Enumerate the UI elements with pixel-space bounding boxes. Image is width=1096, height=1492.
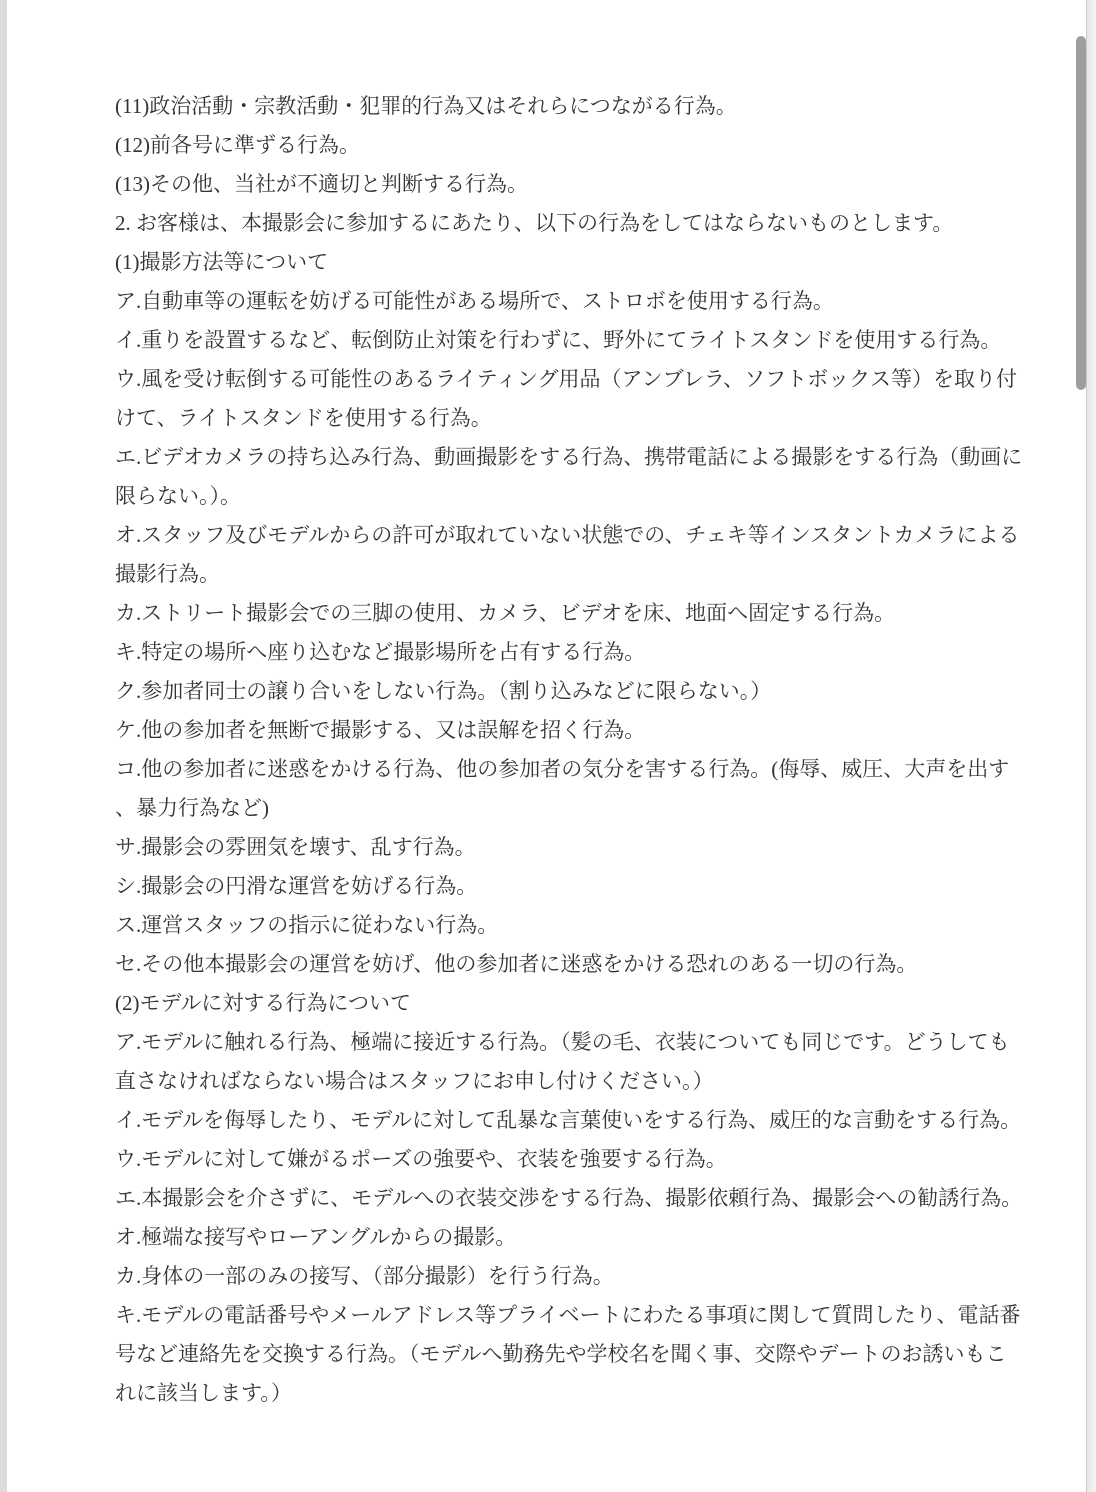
text-line: キ.モデルの電話番号やメールアドレス等プライベートにわたる事項に関して質問したり、電話番 — [115, 1303, 1021, 1327]
text-line: ウ.モデルに対して嫌がるポーズの強要や、衣装を強要する行為。 — [115, 1147, 727, 1171]
text-line: ウ.風を受け転倒する可能性のあるライティング用品（アンブレラ、ソフトボックス等）を取り付 — [115, 367, 1017, 391]
text-line: 撮影行為。 — [115, 562, 220, 586]
text-line: 2. お客様は、本撮影会に参加するにあたり、以下の行為をしてはならないものとします。 — [115, 211, 954, 235]
text-line: オ.スタッフ及びモデルからの許可が取れていない状態での、チェキ等インスタントカメラによる — [115, 523, 1020, 547]
document-page — [7, 0, 1087, 1492]
text-line: ア.自動車等の運転を妨げる可能性がある場所で、ストロボを使用する行為。 — [115, 289, 834, 313]
text-line: 直さなければならない場合はスタッフにお申し付けください。） — [115, 1069, 714, 1093]
text-line: (13)その他、当社が不適切と判断する行為。 — [115, 172, 528, 196]
terms-text-block — [115, 87, 1095, 1413]
text-line: サ.撮影会の雰囲気を壊す、乱す行為。 — [115, 835, 476, 859]
text-line: (1)撮影方法等について — [115, 250, 329, 274]
text-line: セ.その他本撮影会の運営を妨げ、他の参加者に迷惑をかける恐れのある一切の行為。 — [115, 952, 918, 976]
text-line: 限らない。）。 — [115, 484, 241, 508]
text-line: オ.極端な接写やローアングルからの撮影。 — [115, 1225, 517, 1249]
text-line: ケ.他の参加者を無断で撮影する、又は誤解を招く行為。 — [115, 718, 646, 742]
text-line: エ.ビデオカメラの持ち込み行為、動画撮影をする行為、携帯電話による撮影をする行為（動画に — [115, 445, 1023, 469]
text-line: ス.運営スタッフの指示に従わない行為。 — [115, 913, 499, 937]
text-line: エ.本撮影会を介さずに、モデルへの衣装交渉をする行為、撮影依頼行為、撮影会への勧誘行為。 — [115, 1186, 1023, 1210]
text-line: コ.他の参加者に迷惑をかける行為、他の参加者の気分を害する行為。(侮辱、威圧、大声を出す — [115, 757, 1010, 781]
scrollbar-thumb[interactable] — [1076, 36, 1086, 390]
text-line: カ.身体の一部のみの接写、（部分撮影）を行う行為。 — [115, 1264, 614, 1288]
text-line: ク.参加者同士の譲り合いをしない行為。（割り込みなどに限らない。） — [115, 679, 772, 703]
text-line: カ.ストリート撮影会での三脚の使用、カメラ、ビデオを床、地面へ固定する行為。 — [115, 601, 896, 625]
text-line: イ.重りを設置するなど、転倒防止対策を行わずに、野外にてライトスタンドを使用する行為。 — [115, 328, 1002, 352]
text-line: シ.撮影会の円滑な運営を妨げる行為。 — [115, 874, 478, 898]
page-left-edge — [0, 0, 7, 1492]
text-line: (11)政治活動・宗教活動・犯罪的行為又はそれらにつながる行為。 — [115, 94, 737, 118]
text-line: イ.モデルを侮辱したり、モデルに対して乱暴な言葉使いをする行為、威圧的な言動をする行為。 — [115, 1108, 1022, 1132]
text-line: キ.特定の場所へ座り込むなど撮影場所を占有する行為。 — [115, 640, 646, 664]
text-line: 号など連絡先を交換する行為。（モデルへ勤務先や学校名を聞く事、交際やデートのお誘いもこ — [115, 1342, 1007, 1366]
text-line: 、暴力行為など) — [115, 796, 269, 820]
text-line: れに該当します。） — [115, 1381, 292, 1405]
text-line: ア.モデルに触れる行為、極端に接近する行為。（髪の毛、衣装についても同じです。どうしても — [115, 1030, 1010, 1054]
text-line: (12)前各号に準ずる行為。 — [115, 133, 360, 157]
text-line: けて、ライトスタンドを使用する行為。 — [115, 406, 492, 430]
text-line: (2)モデルに対する行為について — [115, 991, 412, 1015]
scrollbar-track[interactable] — [1086, 0, 1096, 1492]
